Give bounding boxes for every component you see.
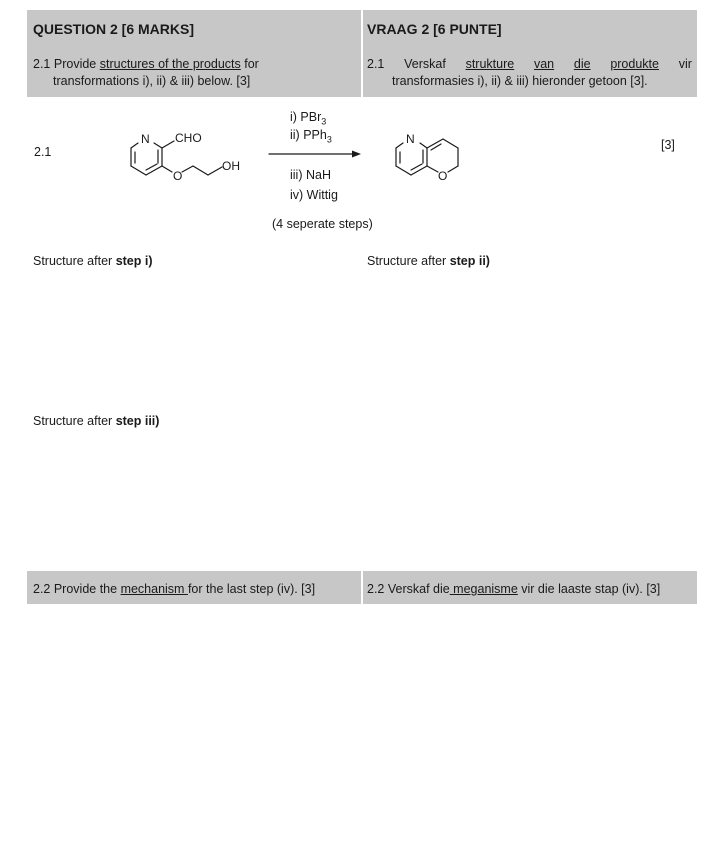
q21-underlined-en: structures of the products [99,57,241,71]
q22-pre-af: 2.2 Verskaf die [367,582,450,596]
q22-post-en: for the last step (iv). [3] [187,582,316,596]
cho-bond [162,141,174,148]
answer-step-iii-pre: Structure after [33,414,116,428]
reagent-2-text: ii) PPh [290,128,327,142]
q22-instruction-en [33,582,315,596]
q22-instruction-af [367,582,660,596]
reagent-2-subscript: 3 [326,134,332,145]
q22-underlined-af: meganisme [449,582,518,596]
atom-n-start: N [141,132,150,146]
q21-number-af: 2.1 [367,57,385,71]
q22-column-divider [361,571,363,604]
atom-n-product: N [406,132,415,146]
answer-step-i-label [33,254,153,268]
atom-o-product: O [438,169,448,183]
answer-step-i-pre: Structure after [33,254,116,268]
question-2-title-af: VRAAG 2 [6 PUNTE] [367,21,502,37]
q21-number-en: 2.1 [33,57,51,71]
reagent-1-text: i) PBr [290,110,322,124]
reaction-scheme [0,0,720,240]
q22-underlined-en: mechanism [120,582,188,596]
atom-cho: CHO [175,131,202,145]
q21-text-post-en: for [240,57,259,71]
answer-step-iii-label [33,414,159,428]
answer-step-iii-bold: step iii) [115,414,160,428]
reagent-1-subscript: 3 [321,116,327,127]
q22-post-af: vir die laaste stap (iv). [3] [517,582,661,596]
answer-step-ii-pre: Structure after [367,254,450,268]
q21-text-pre-en: Provide [53,57,100,71]
q21-word6-af: vir [678,57,692,71]
atom-oh: OH [222,159,240,173]
starting-material-pyridine-ring [131,143,162,175]
scheme-marks: [3] [661,138,675,152]
reaction-arrow-head [352,151,361,158]
hydroxyethoxy-chain [162,166,222,175]
q21-line2-af: transformasies i), ii) & iii) hieronder getoon [3]. [392,74,648,88]
answer-step-ii-label [367,254,490,268]
reagent-2 [290,128,332,145]
q21-word5-af: produkte [610,57,659,71]
answer-step-ii-bold: step ii) [449,254,490,268]
q22-pre-en: 2.2 Provide the [33,582,121,596]
scheme-label: 2.1 [34,145,52,159]
q21-word3-af: van [533,57,555,71]
atom-o-start: O [173,169,183,183]
reagent-1 [290,110,326,127]
q21-word1-af: Verskaf [404,57,446,71]
answer-step-i-bold: step i) [115,254,153,268]
reagent-4: iv) Wittig [290,188,338,202]
q21-word2-af: strukture [465,57,515,71]
reagent-3: iii) NaH [290,168,331,182]
q21-word4-af: die [573,57,591,71]
question-2-title-en: QUESTION 2 [6 MARKS] [33,21,195,37]
steps-note: (4 seperate steps) [272,217,373,231]
q21-line2-en: transformations i), ii) & iii) below. [3] [53,74,251,88]
